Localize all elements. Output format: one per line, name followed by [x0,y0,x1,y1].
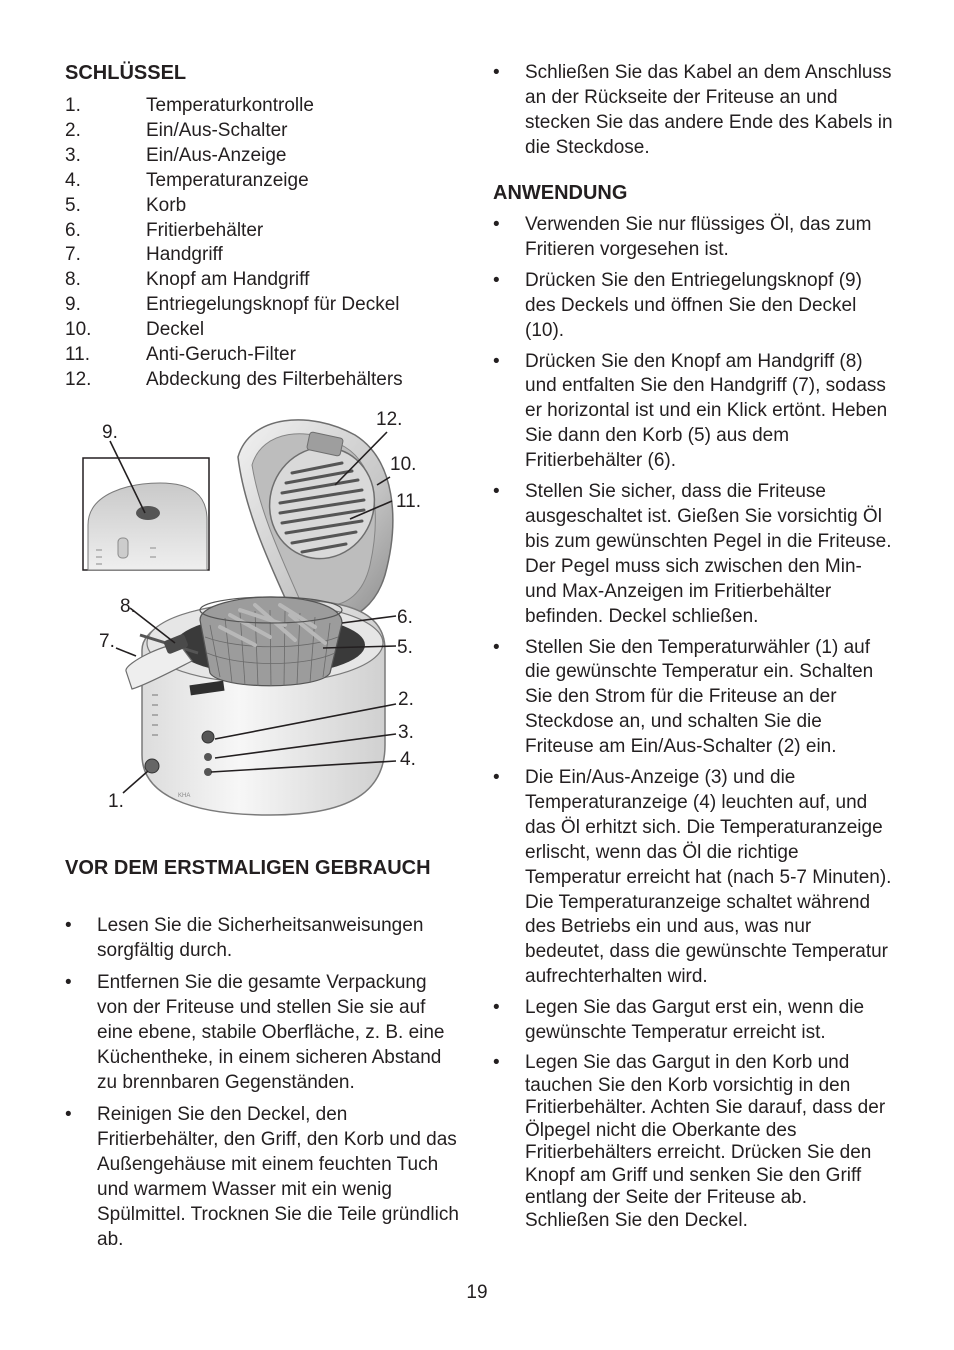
key-item-number: 1. [65,95,81,116]
setup-bullet: • Schließen Sie das Kabel an dem Anschluss an der Rückseite der Friteuse an und stecken Sie das andere Ende des Kabels in die Steckdose. [493,61,893,161]
setup-list [493,61,893,161]
key-item-label: Fritierbehälter [146,219,264,241]
fryer-illustration [80,405,440,820]
usage-bullet: • Legen Sie das Gargut in den Korb und tauchen Sie den Korb vorsichtig in den Fritierbehälter. Achten Sie darauf, dass der Ölpegel nicht die Oberkante des Fritierbehälters erreicht. Drücken Sie den Knopf am Griff und senken Sie den Griff entlang der Seite der Friteuse ab. Schließen Sie den Deckel. [493,1052,893,1232]
callout-11: 11. [396,491,422,512]
key-item-label: Anti-Geruch-Filter [146,344,296,366]
usage-bullet: • Stellen Sie sicher, dass die Friteuse ausgeschaltet ist. Gießen Sie vorsichtig Öl bis zum gewünschten Pegel in die Friteuse. Der Pegel muss sich zwischen den Min- und Max-Anzeigen im Fritierbehälter befinden. Deckel schließen. [493,480,893,629]
callout-10: 10. [390,454,417,475]
usage-bullet: • Stellen Sie den Temperaturwähler (1) auf die gewünschte Temperatur ein. Schalten Sie den Strom für die Friteuse an der Steckdose an, und schalten Sie die Friteuse am Ein/Aus-Schalter (2) ein. [493,636,893,761]
key-item-label: Temperaturkontrolle [146,95,314,116]
brand-mark: KHA [178,793,191,799]
usage-bullet: • Drücken Sie den Knopf am Handgriff (8) und entfalten Sie den Handgriff (7), sodass er horizontal ist und ein Klick ertönt. Heben Sie dann den Korb (5) aus dem Fritierbehälter (6). [493,350,893,475]
key-item-number: 2. [65,119,81,141]
key-item [65,194,403,219]
key-item [65,119,403,144]
first-use-bullet: • Entfernen Sie die gesamte Verpackung von der Friteuse und stellen Sie sie auf eine ebene, stabile Oberfläche, z. B. eine Küchentheke, in einem sicheren Abstand zu brennbaren Gegenständen. [65,971,460,1096]
usage-bullet: • Verwenden Sie nur flüssiges Öl, das zum Fritieren vorgesehen ist. [493,213,893,263]
usage-bullet: • Drücken Sie den Entriegelungsknopf (9) des Deckels und öffnen Sie den Deckel (10). [493,269,893,344]
first-use-bullet: • Reinigen Sie den Deckel, den Fritierbehälter, den Griff, den Korb und das Außengehäuse mit einem feuchten Tuch und warmem Wasser mit ein wenig Spülmittel. Trocknen Sie die Teile gründlich ab. [65,1103,460,1252]
key-item-label: Ein/Aus-Anzeige [146,144,287,166]
fryer-body [126,597,385,815]
temperature-indicator [204,768,212,776]
key-item-number: 11. [65,344,91,366]
callout-4: 4. [400,749,416,770]
key-item [65,318,403,343]
key-list [65,94,403,393]
key-item-number: 9. [65,294,81,316]
key-item-number: 7. [65,244,81,266]
key-item [65,268,403,293]
callout-8: 8. [120,596,136,617]
key-heading: SCHLÜSSEL [65,62,187,84]
key-item-number: 5. [65,194,81,216]
key-item-number: 4. [65,169,81,191]
callout-9: 9. [102,422,118,443]
key-item-label: Deckel [146,319,205,341]
key-item [65,343,403,368]
basket [200,597,342,686]
key-item-label: Ein/Aus-Schalter [146,119,288,141]
key-item-number: 12. [65,368,92,390]
key-item-label: Handgriff [146,244,223,266]
callout-5: 5. [397,637,413,658]
key-item-label: Korb [146,194,187,216]
callout-3: 3. [398,722,414,743]
lid-release-inset [83,458,209,570]
power-switch [202,731,214,743]
fryer-drawing [80,405,440,820]
usage-bullet: • Die Ein/Aus-Anzeige (3) und die Temperaturanzeige (4) leuchten auf, und das Öl erhitzt sich. Die Temperaturanzeige erlischt, wenn das Öl die richtige Temperatur erreicht hat (nach 5-7 Minuten). Die Temperaturanzeige schaltet während des Betriebs ein und aus, was nur bedeutet, dass die gewünschte Temperatur aufrechterhalten wird. [493,766,893,990]
first-use-heading: VOR DEM ERSTMALIGEN GEBRAUCH [65,857,431,879]
key-item [65,94,403,119]
page-number: 19 [466,1282,488,1303]
first-use-bullet: • Lesen Sie die Sicherheitsanweisungen sorgfältig durch. [65,914,460,964]
callout-1: 1. [108,791,124,812]
key-item [65,243,403,268]
key-item-number: 8. [65,269,81,291]
key-item-number: 6. [65,219,81,241]
key-item-label: Entriegelungsknopf für Deckel [146,294,400,316]
key-item [65,219,403,244]
power-indicator [204,753,212,761]
key-item-number: 3. [65,144,81,166]
key-item-label: Temperaturanzeige [146,169,309,191]
key-item [65,293,403,318]
first-use-list [65,914,460,1260]
callout-7: 7. [99,631,115,652]
usage-list [493,213,893,1238]
key-item [65,144,403,169]
key-item [65,368,403,393]
key-item-label: Abdeckung des Filterbehälters [146,368,403,390]
usage-bullet: • Legen Sie das Gargut erst ein, wenn die gewünschte Temperatur erreicht ist. [493,996,893,1046]
callout-2: 2. [398,689,414,710]
key-item-label: Knopf am Handgriff [146,269,310,291]
callout-6: 6. [397,607,413,628]
key-item-number: 10. [65,319,92,341]
key-item [65,169,403,194]
usage-heading: ANWENDUNG [493,182,628,204]
callout-12: 12. [376,409,403,430]
